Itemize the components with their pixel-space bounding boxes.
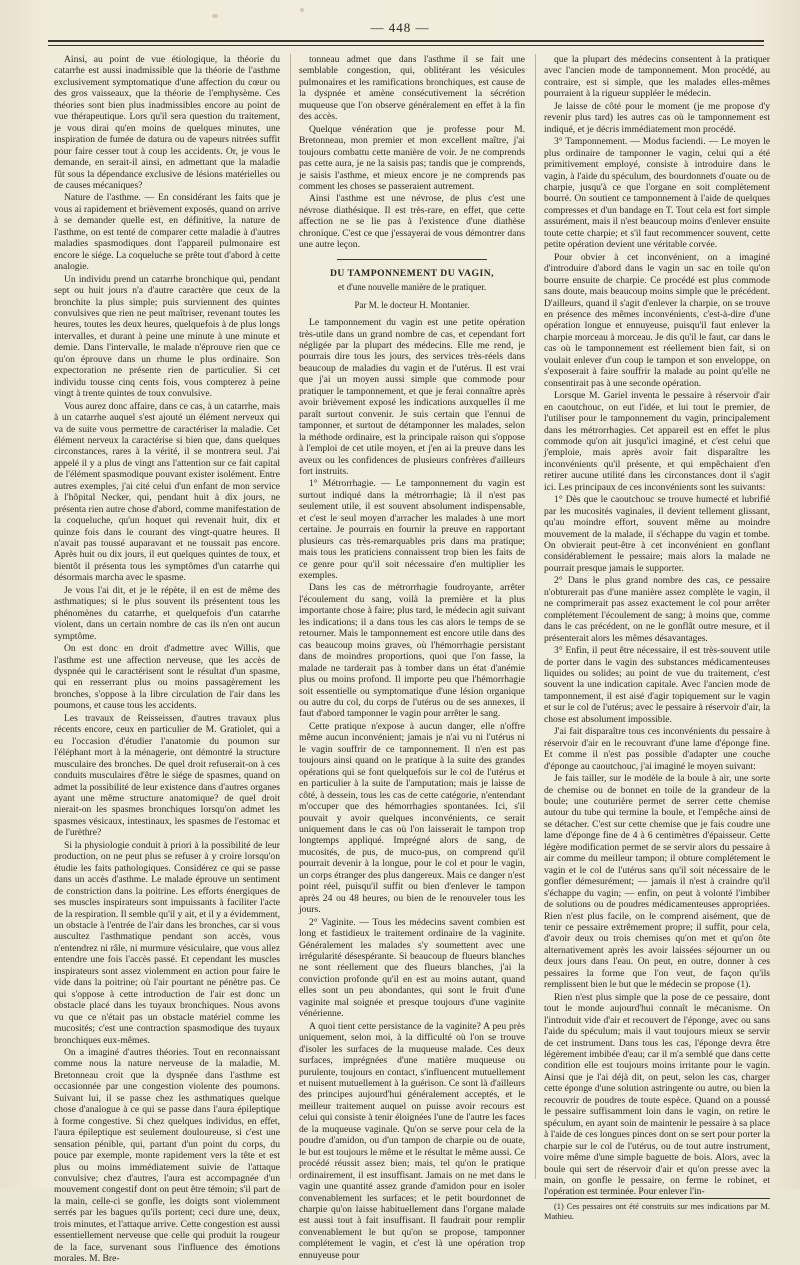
paragraph: Les travaux de Reisseissen, d'autres travaux plus récents encore, ceux en particulier de M. Gratiolet, qui a eu l'occasion d'étudier l'anatomie du poumon sur l'éléphant mort à la ménagerie, ont démontré la structure musculaire des bronches. De quel droit refuserait-on à ces conduits musculaires d'être le siége de spasmes, quand on admet la possibilité de leur existence dans d'autres organes ayant une même structure anatomique? de quel droit nierait-on les spasmes bronchiques lorsqu'on admet les spasmes vésicaux, intestinaux, les spasmes de l'estomac et de l'urèthre?: [54, 712, 280, 839]
paragraph: Dans les cas de métrorrhagie foudroyante, arrêter l'écoulement du sang, voilà la première et la plus importante chose à faire; plus tard, le médecin agit suivant les indications; il a dans tous les cas alors le temps de se retourner. Mais le tamponnement est encore utile dans des cas beaucoup moins graves, où l'hémorrhagie persistant dans de moindres proportions, quoi que l'on fasse, la malade ne tarderait pas à tomber dans un état d'anémie plus ou moins profond. Il importe peu que l'hémorrhagie soit essentielle ou symptomatique d'une lésion organique ou autre du col, du corps de l'utérus ou de ses annexes, il faut d'abord tamponner le vagin pour arrêter le sang.: [299, 582, 525, 720]
paragraph: Cette pratique n'expose à aucun danger, elle n'offre même aucun inconvénient; jamais je n'ai vu ni l'utérus ni le vagin souffrir de ce tamponnement. Il n'en est pas toujours ainsi quand on le pratique à la suite des grandes opérations qui se font quelquefois sur le col de l'utérus et en particulier à la suite de l'amputation; mais je laisse de côté, à dessein, tous les cas de cette catégorie, n'entendant m'occuper que des hémorrhagies spontanées. Ici, s'il pouvait y avoir quelques inconvénients, ce serait uniquement dans le cas où l'on laisserait le tampon trop longtemps appliqué. Imprégné alors de sang, de mucosités, de pus, de muco-pus, on comprend qu'il pourrait devenir à la longue, pour le col et pour le vagin, un corps étranger des plus dangereux. Mais ce danger n'est point réel, puisqu'il suffit ou bien d'enlever le tampon après 24 ou 48 heures, ou bien de le renouveler tous les jours.: [299, 720, 525, 916]
paragraph: Ainsi l'asthme est une névrose, de plus c'est une névrose diathésique. Il est très-rare, en effet, que cette affection ne se lie pas à l'existence d'une diathèse chronique. C'est ce que j'essayerai de vous démontrer dans une autre leçon.: [299, 193, 525, 251]
paragraph: 3° Tamponnement. — Modus faciendi. — Le moyen le plus ordinaire de tamponner le vagin, celui qui a été primitivement employé, consiste à introduire dans le vagin, à l'aide du spéculum, des bourdonnets d'ouate ou de charpie, jusqu'à ce que l'organe en soit complètement bourré. On soutient ce tamponnement à l'aide de quelques compresses et d'un bandage en T. Tout cela est fort simple assurément, mais il n'est beaucoup moins d'enlever ensuite toute cette charpie; et s'il faut recommencer souvent, cette petite opération devient une véritable corvée.: [544, 136, 770, 251]
paragraph: Si la physiologie conduit à priori à la possibilité de leur production, on ne peut plus se refuser à y croire lorsqu'on étudie les faits pathologiques. Considérez ce qui se passe dans un accès d'asthme. Le malade éprouve un sentiment de constriction dans la poitrine. Les efforts énergiques de ses muscles inspirateurs sont impuissants à faciliter l'acte de la respiration. Il semble qu'il y ait, et il y a évidemment, un obstacle à l'entrée de l'air dans les bronches, car si vous auscultez l'asthmatique pendant son accès, vous n'entendrez ni râle, ni murmure vésiculaire, que vous allez entendre une fois l'accès passé. Et cependant les muscles inspirateurs sont assez violemment en action pour faire le vide dans la poitrine; où l'air pourtant ne pénètre pas. Ce qui s'oppose à cette introduction de l'air est donc un obstacle placé dans les tuyaux bronchiques. Nous avons vu que ce n'était pas un obstacle matériel comme les mucosités; c'est une contraction spasmodique des tuyaux bronchiques eux-mêmes.: [54, 839, 280, 1046]
header-rule: [48, 40, 764, 46]
paragraph: Je fais tailler, sur le modèle de la boule à air, une sorte de chemise ou de bonnet en toile de la grandeur de la boule; une couturière permet de serrer cette chemise autour du tube qui termine la boule, et l'empêche ainsi de se détacher. C'est sur cette chemise que je fais coudre une lame d'éponge fine de 4 à 6 centimètres d'épaisseur. Cette légère modification permet de se servir alors du pessaire à air comme du meilleur tampon; il obture complétement le vagin et le col de l'utérus sans qu'il soit nécessaire de le gonfler démesurément; — jamais il n'est à craindre qu'il s'échappe du vagin; — enfin, on peut à volonté l'imbiber de solutions ou de poudres médicamenteuses appropriées. Rien n'est plus facile, on le comprend aisément, que de tenir ce pessaire extrêmement propre; il suffit, pour cela, d'avoir deux ou trois chemises qu'on met et qu'on ôte alternativement après les avoir laissées séjourner un ou deux jours dans l'eau. On peut, en outre, donner à ces pessaires la forme que l'on veut, de façon qu'ils remplissent bien le but que le médecin se propose (1).: [544, 773, 770, 991]
paragraph: Ainsi, au point de vue étiologique, la théorie du catarrhe est aussi inadmissible que la théorie de l'asthme exclusivement symptomatique d'une affection du cœur ou des gros vaisseaux, que la théorie de l'emphysème. Ces théories sont bien plus inadmissibles encore au point de vue thérapeutique. Lors qu'il sera question du traitement, je vous dirai qu'en moins de quelques minutes, une inspiration de fumée de datura ou de vapeurs nitrées suffit pour faire cesser tout à coup les accidents. Or, je vous le demande, en serait-il ainsi, en admettant que la maladie fût sous la dépendance exclusive de lésions matérielles ou de causes mécaniques?: [54, 54, 280, 191]
paragraph: Je laisse de côté pour le moment (je me propose d'y revenir plus tard) les autres cas où le tamponnement est indiqué, et je décris immédiatement mon procédé.: [544, 100, 770, 135]
article-heading: [299, 259, 525, 311]
article-title: DU TAMPONNEMENT DU VAGIN,: [329, 267, 495, 279]
paragraph: 2° Dans le plus grand nombre des cas, ce pessaire n'obturerait pas d'une manière assez complète le vagin, il ne comprimerait pas assez exactement le col pour arrêter complétement l'écoulement de sang; à moins que, comme dans le cas précédent, on ne le gonflât outre mesure, et il présenterait alors les mêmes désavantages.: [544, 575, 770, 644]
paragraph: Quelque vénération que je professe pour M. Bretonneau, mon premier et mon excellent maître, j'ai toujours combattu cette manière de voir. Je ne comprends pas cette aura, je ne la saisis pas; tandis que je comprends, je saisis l'asthme, et mieux encore je ne comprends pas comment les choses se passeraient autrement.: [299, 123, 525, 192]
paragraph: Un individu prend un catarrhe bronchique qui, pendant sept ou huit jours n'a d'autre caractère que ceux de la bronchite la plus simple; puis surviennent des quintes convulsives que rien ne peut maîtriser, revenant toutes les heures, toutes les deux heures, quelquefois à de plus longs intervalles, et durant à peine une minute à une minute et demie. Dans l'intervalle, le malade n'éprouve rien que ce qu'on éprouve dans un rhume le plus ordinaire. Son expectoration ne présente rien de particulier. Si cet individu tousse cinq cents fois, vous compterez à peine vingt à trente quintes de toux convulsive.: [54, 273, 280, 400]
paragraph: que la plupart des médecins consentent à la pratiquer avec l'ancien mode de tamponnement. Mon procédé, au contraire, est si simple, que les malades elles-mêmes pourraient à la rigueur suppléer le médecin.: [544, 54, 770, 100]
paragraph: Rien n'est plus simple que la pose de ce pessaire, dont tout le monde aujourd'hui connaît le mécanisme. On l'introduit vide d'air et recouvert de l'éponge, avec ou sans l'aide du spéculum; mais il vaut toujours mieux se servir de cet instrument. Dans tous les cas, l'éponge devra être légèrement imbibée d'eau; car il m'a semblé que dans cette condition elle est toujours moins irritante pour le vagin. Ainsi que je l'ai déjà dit, on peut, selon les cas, charger cette éponge d'une solution astringente ou autre, ou bien la recouvrir de poudres de toute espèce. Quand on a poussé le pessaire suffisamment loin dans le vagin, on retire le spéculum, en ayant soin de maintenir le pessaire à sa place à l'aide de ces longues pinces dont on se sert pour porter la charpie sur le col de l'utérus, ou de tout autre instrument, voire même d'une simple baguette de bois. Alors, avec la boule qui sert de réservoir d'air et qu'on presse avec la main, on gonfle le pessaire, on ferme le robinet, et l'opération est terminée. Pour enlever l'in-: [544, 991, 770, 1198]
tamponnement-article-body: [299, 317, 525, 1261]
paragraph: A quoi tient cette persistance de la vaginite? A peu près uniquement, selon moi, à la difficulté où l'on se trouve d'isoler les surfaces de la muqueuse malade. Ces deux surfaces, imprégnées d'une matière muqueuse ou purulente, toujours en contact, s'influencent mutuellement et nuisent mutuellement à la guérison. Ce sont là d'ailleurs des principes aujourd'hui généralement acceptés, et le meilleur traitement auquel on puisse avoir recours est celui qui consiste à tenir éloignées l'une de l'autre les faces de la muqueuse vaginale. Qu'on se serve pour cela de la poudre d'amidon, ou d'un tampon de charpie ou de ouate, le but est toujours le même et le résultat le même aussi. Ce procédé réussit assez bien; mais, tel qu'on le pratique ordinairement, il est insuffisant. Jamais on ne met dans le vagin une quantité assez grande d'amidon pour en isoler convenablement les surfaces; et le petit bourdonnet de charpie qu'on laisse habituellement dans l'organe malade est aussi tout à fait insuffisant. Il faudrait pour remplir convenablement le but qu'on se propose, tamponner complétement le vagin, et c'est là une opération trop ennuyeuse pour: [299, 1020, 525, 1261]
paragraph: Le tamponnement du vagin est une petite opération très-utile dans un grand nombre de cas, et cependant fort négligée par la plupart des médecins. Elle me rend, je pourrais dire tous les jours, des services très-réels dans beaucoup de maladies du vagin et de l'utérus. Il est vrai que j'ai un moyen aussi simple que commode pour pratiquer le tamponnement, et que je ferai connaître après avoir brièvement exposé les indications auxquelles il me paraît surtout convenir. Je suis certain que l'ennui de tamponner, et surtout de détamponner les malades, selon la méthode ordinaire, est la principale raison qui s'oppose à l'emploi de cet utile moyen, et j'en ai la preuve dans les aveux ou les confidences de plusieurs confrères d'ailleurs fort instruits.: [299, 317, 525, 477]
paragraph: Je vous l'ai dit, et je le répète, il en est de même des asthmatiques; si le plus souvent ils présentent tous les phénomènes du catarrhe, et quelquefois d'un catarrhe violent, dans un certain nombre de cas ils n'en ont aucun symptôme.: [54, 584, 280, 642]
paragraph: 2° Vaginite. — Tous les médecins savent combien est long et fastidieux le traitement ordinaire de la vaginite. Généralement les malades s'y soumettent avec une irrégularité désespérante. Si beaucoup de flueurs blanches ne sont réellement que des flueurs blanches, j'ai la conviction profonde qu'il en est au moins autant, quand elles sont un peu abondantes, qui sont le fruit d'une vaginite mal soignée et presque toujours d'une vaginite vénérienne.: [299, 916, 525, 1020]
paragraph: Lorsque M. Gariel inventa le pessaire à réservoir d'air en caoutchouc, on eut l'idée, et lui tout le premier, de l'utiliser pour le tamponnement du vagin, principalement dans les métrorrhagies. Cet appareil est en effet le plus commode qu'on ait jusqu'ici imaginé, et c'est celui que j'emploie, mais après avoir fait disparaître les inconvénients qu'il présente, et qui empêchaient d'en retirer aucune utilité dans les circonstances dont il s'agit ici. Les principaux de ces inconvénients sont les suivants:: [544, 390, 770, 493]
article-author: Par M. le docteur H. Montanier.: [354, 299, 470, 310]
paragraph: 3° Enfin, il peut être nécessaire, il est très-souvent utile de porter dans le vagin des substances médicamenteuses liquides ou solides; au point de vue du traitement, c'est souvent la une indication capitale. Avec l'ancien mode de tamponnement, il est aisé d'agir topiquement sur le vagin et sur le col de l'utérus; avec le pessaire à réservoir d'air, la chose est absolument impossible.: [544, 645, 770, 725]
column-middle: [290, 54, 525, 1261]
column-left: [54, 54, 280, 1265]
paragraph: Vous aurez donc affaire, dans ce cas, à un catarrhe, mais à un catarrhe auquel s'est ajouté un élément nerveux qui va de suite vous permettre de caractériser la maladie. Cet élément nerveux la caractérise si bien que, dans quelques circonstances, rares à la vérité, il se montrera seul. J'ai appelé il y a plus de vingt ans l'attention sur ce fait capital de l'élément spasmodique pouvant exister isolément. Entre autres exemples, j'ai cité celui d'un enfant de mon service à l'hôpital Necker, qui, pendant huit à dix jours, ne présenta rien autre chose d'abord, comme manifestation de la coqueluche, qu'un hoquet qui revenait huit, dix et quinze fois dans le courant des vingt-quatre heures. Il n'avait pas toussé auparavant et ne toussait pas encore. Après huit ou dix jours, il eut quelques quintes de toux, et bientôt il présenta tous les symptômes d'un catarrhe qui désormais marcha avec le spasme.: [54, 400, 280, 584]
paragraph: Pour obvier à cet inconvénient, on a imaginé d'introduire d'abord dans le vagin un sac en toile qu'on bourre ensuite de charpie. Ce procédé est plus commode sans doute, mais beaucoup moins simple que le précédent. D'ailleurs, quand il s'agit d'enlever la charpie, on se trouve en présence des mêmes inconvénients, c'est-à-dire d'une opération longue et ennuyeuse, puisqu'il faut enlever la charpie morceau à morceau. Je dis qu'il le faut, car dans le cas où le tamponnement est réellement bien fait, si on voulait enlever d'un coup le tampon et son enveloppe, on s'exposerait à faire souffrir la malade au point qu'elle ne consentirait pas à une seconde opération.: [544, 251, 770, 389]
paragraph: tonneau admet que dans l'asthme il se fait une semblable congestion, qui, oblitérant les vésicules pulmonaires et les ramifications bronchiques, est cause de la dyspnée et amène consécutivement la sécrétion muqueuse que l'on observe généralement en effet à la fin des accès.: [299, 54, 525, 123]
tamponnement-article-continued: [544, 54, 770, 1198]
page-header: [0, 16, 800, 40]
paragraph: 1° Métrorrhagie. — Le tamponnement du vagin est surtout indiqué dans la métrorrhagie; là il n'est pas seulement utile, il est souvent absolument indispensable, et c'est le seul moyen d'arracher les malades à une mort certaine. Je pourrais en fournir la preuve en rapportant plusieurs cas très-remarquables pris dans ma pratique; mais tous les praticiens connaissent trop bien les faits de ce genre pour qu'il soit nécessaire d'en multiplier les exemples.: [299, 478, 525, 582]
paragraph: Nature de l'asthme. — En considérant les faits que je vous ai rapidement et brièvement exposés, quand on arrive à se demander quelle est, en définitive, la nature de l'asthme, on est tenté de comparer cette maladie à d'autres maladies spasmodiques dont l'appareil pulmonaire est encore le siége. La coqueluche se prête tout d'abord à cette analogie.: [54, 192, 280, 273]
paragraph: J'ai fait disparaître tous ces inconvénients du pessaire à réservoir d'air en le recouvrant d'une lame d'éponge fine. Et comme il n'est pas possible d'adapter une couche d'éponge au caoutchouc, j'ai imaginé le moyen suivant:: [544, 726, 770, 772]
ink-speck: [300, 8, 304, 12]
paragraph: On a imaginé d'autres théories. Tout en reconnaissant comme nous la nature nerveuse de la maladie, M. Bretonneau croit que la dyspnée dans l'asthme est occasionnée par une congestion violente des poumons. Suivant lui, il se passe chez les asthmatiques quelque chose d'analogue à ce qui se passe dans l'aura épileptique à forme congestive. Si chez quelques individus, en effet, l'aura épileptique est seulement douloureuse, si c'est une sensation pénible, qui, partant d'un point du corps, du pouce par exemple, monte rapidement vers la tête et est plus ou moins immédiatement suivie de l'attaque convulsive; chez d'autres, l'aura est accompagnée d'un mouvement congestif dont on peut être témoin; s'il part de la main, celle-ci se gonfle, les doigts sont violemment serrés par les bagues qu'ils portent; ceci dure une, deux, trois minutes, et l'attaque arrive. Cette congestion est aussi essentiellement nerveuse que celle qui produit la rougeur de la face, survenant sous l'influence des émotions morales. M. Bre-: [54, 1046, 280, 1265]
text-columns: [54, 54, 770, 1265]
column-right: [535, 54, 770, 1221]
ink-speck: [212, 14, 218, 18]
article-divider: [337, 259, 487, 260]
paragraph: On est donc en droit d'admettre avec Willis, que l'asthme est une affection nerveuse, que les accès de dyspnée qui le caractérisent sont le résultat d'un spasme, qui en resserrant plus ou moins passagèrement les bronches, s'oppose à la libre circulation de l'air dans les poumons, et cause tous les accidents.: [54, 643, 280, 712]
paragraph: 1° Dès que le caoutchouc se trouve humecté et lubrifié par les mucosités vaginales, il devient tellement glissant, qu'au moindre effort, souvent même au moindre mouvement de la malade, il s'échappe du vagin et tombe. On obvierait peut-être à cet inconvénient en gonflant considérablement le pessaire; mais alors la malade ne pourrait presque jamais le supporter.: [544, 494, 770, 574]
page-number: — 448 —: [370, 20, 430, 35]
footnote: (1) Ces pessaires ont été construits sur mes indications par M. Mathieu.: [544, 1198, 770, 1222]
article-subtitle: et d'une nouvelle manière de le pratiquer.: [337, 282, 487, 293]
asthma-lecture-end: [299, 54, 525, 251]
